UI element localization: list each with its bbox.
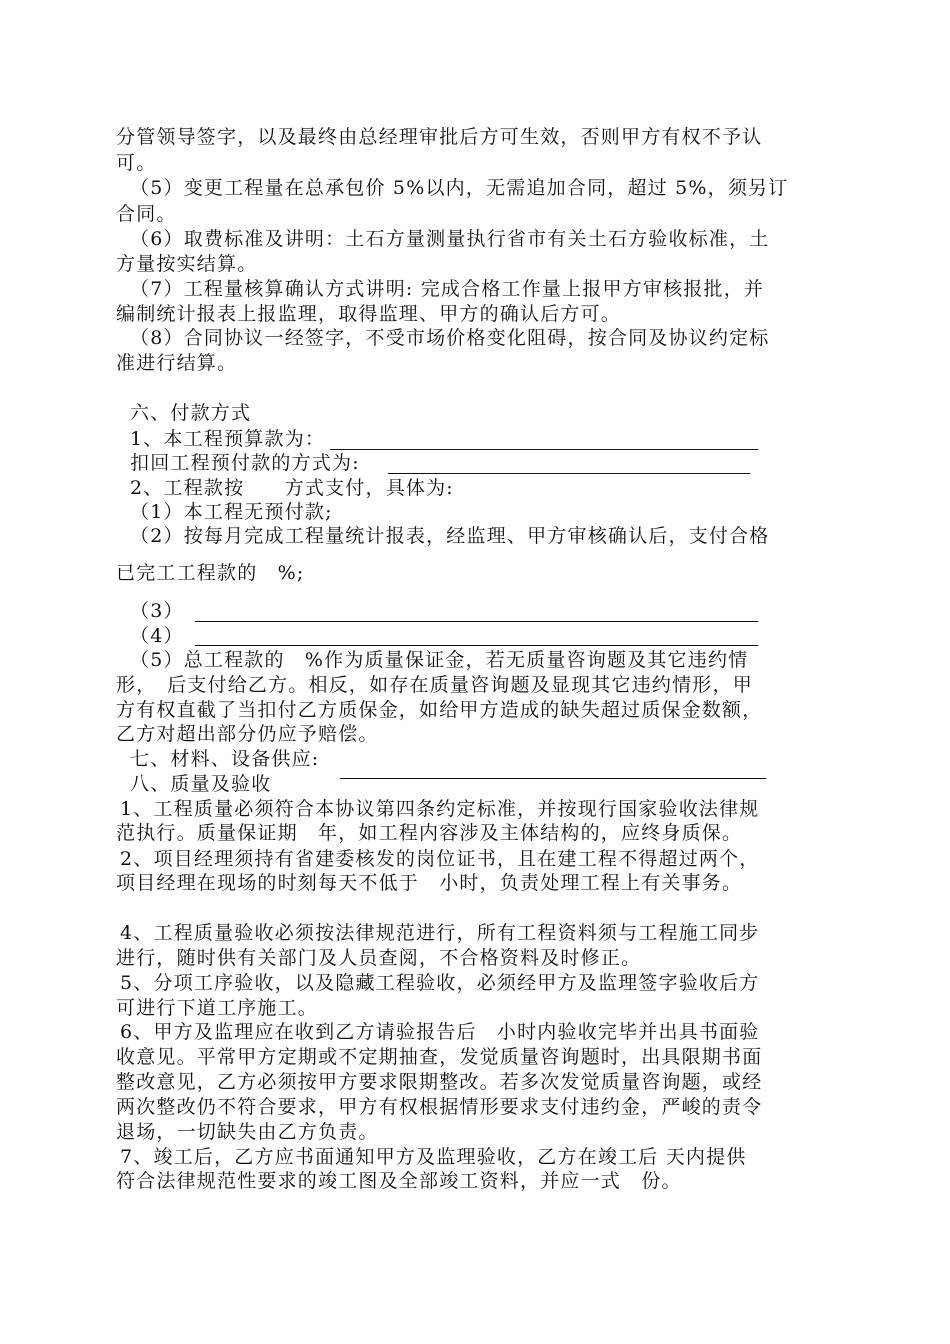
- text-line: （6）取费标准及讲明：土石方量测量执行省市有关土石方验收标准，土: [130, 228, 770, 250]
- text-line: 已完工工程款的 %;: [116, 562, 305, 584]
- text-line: （1）本工程无预付款;: [130, 501, 333, 523]
- text-line: （5）变更工程量在总承包价 5%以内，无需追加合同，超过 5%，须另订: [130, 177, 789, 199]
- text-line: 扣回工程预付款的方式为:: [130, 452, 360, 474]
- text-line: 准进行结算。: [116, 352, 238, 374]
- blank-underline: [195, 621, 758, 622]
- text-line: （4）: [130, 625, 184, 647]
- section-heading-quality: 八、质量及验收: [130, 773, 272, 795]
- text-line: 编制统计报表上报监理，取得监理、甲方的确认后方可。: [116, 303, 622, 325]
- text-line: 进行，随时供有关部门及人员查阅，不合格资料及时修正。: [116, 947, 642, 969]
- text-line: （8）合同协议一经签字，不受市场价格变化阻碍，按合同及协议约定标: [130, 327, 770, 349]
- text-line: （3）: [130, 600, 184, 622]
- text-line: 合同。: [116, 203, 177, 225]
- text-line: （2）按每月完成工程量统计报表，经监理、甲方审核确认后，支付合格: [130, 525, 770, 547]
- text-line: 项目经理在现场的时刻每天不低于 小时，负责处理工程上有关事务。: [116, 872, 743, 894]
- text-line: 方量按实结算。: [116, 253, 258, 275]
- text-line: 形， 后支付给乙方。相反，如存在质量咨询题及显现其它违约情形，甲: [116, 674, 753, 696]
- text-line: 符合法律规范性要求的竣工图及全部竣工资料，并应一式 份。: [116, 1170, 682, 1192]
- text-line: 收意见。平常甲方定期或不定期抽查，发觉质量咨询题时，出具限期书面: [116, 1046, 763, 1068]
- text-line: 两次整改仍不符合要求，甲方有权根据情形要求支付违约金，严峻的责令: [116, 1096, 763, 1118]
- text-line: （7）工程量核算确认方式讲明: 完成合格工作量上报甲方审核报批，并: [130, 278, 765, 300]
- text-line: 可进行下道工序施工。: [116, 997, 319, 1019]
- text-line: 方有权直截了当扣付乙方质保金，如给甲方造成的缺失超过质保金数额，: [116, 699, 763, 721]
- text-line: 4、工程质量验收必须按法律规范进行，所有工程资料须与工程施工同步: [120, 922, 760, 944]
- text-line: 7、竣工后，乙方应书面通知甲方及监理验收，乙方在竣工后 天内提供: [120, 1146, 747, 1168]
- blank-underline: [195, 645, 758, 646]
- text-line: 乙方对超出部分仍应予赔偿。: [116, 723, 379, 745]
- text-line: 2、工程款按 方式支付，具体为:: [130, 477, 454, 499]
- text-line: 1、工程质量必须符合本协议第四条约定标准，并按现行国家验收法律规: [120, 798, 760, 820]
- blank-underline: [388, 473, 750, 474]
- text-line: 整改意见，乙方必须按甲方要求限期整改。若多次发觉质量咨询题，或经: [116, 1071, 763, 1093]
- blank-underline: [340, 778, 766, 779]
- text-line: 1、本工程预算款为：: [130, 428, 326, 450]
- text-line: 范执行。质量保证期 年，如工程内容涉及主体结构的，应终身质保。: [116, 822, 743, 844]
- text-line: 分管领导签字，以及最终由总经理审批后方可生效，否则甲方有权不予认: [116, 126, 763, 148]
- text-line: 5、分项工序验收，以及隐藏工程验收，必须经甲方及监理签字验收后方: [120, 972, 760, 994]
- text-line: 2、项目经理须持有省建委核发的岗位证书，且在建工程不得超过两个，: [120, 848, 760, 870]
- text-line: （5）总工程款的 %作为质量保证金，若无质量咨询题及其它违约情: [130, 649, 749, 671]
- text-line: 退场，一切缺失由乙方负责。: [116, 1121, 379, 1143]
- section-heading-payment: 六、付款方式: [130, 402, 252, 424]
- section-heading-materials: 七、材料、设备供应:: [130, 748, 320, 770]
- text-line: 可。: [116, 152, 157, 174]
- text-line: 6、甲方及监理应在收到乙方请验报告后 小时内验收完毕并出具书面验: [120, 1021, 760, 1043]
